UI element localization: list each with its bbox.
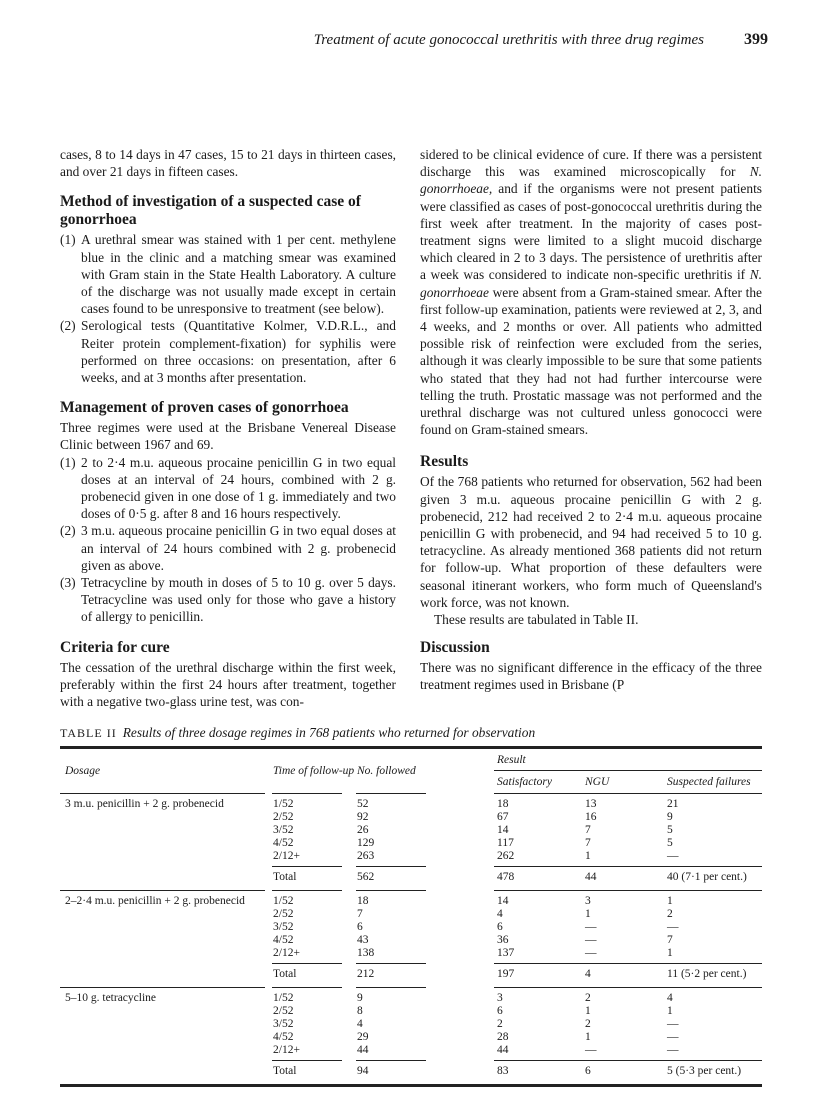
text-run: and if the organisms were not present patients were classified as cases of post-gonococcal urethritis during the first week after treatment. In the majority of cases post-treatment signs were limited to a slight mucoid discharge which cleared in 2 to 3 days. The persistence of urethritis after a week was considered to indicate non-specific urethritis if [420, 181, 762, 283]
no-followed-cell: 18 [357, 895, 369, 908]
group-rule [272, 987, 342, 988]
time-cell: 1/52 [273, 895, 294, 908]
item-number: (2) [60, 523, 76, 539]
time-cell: 3/52 [273, 921, 294, 934]
time-cell: 1/52 [273, 798, 294, 811]
results-paragraph: Of the 768 patients who returned for observation, 562 had been given 3 m.u. aqueous procaine penicillin G with 2 g. probenecid, 212 had received 2 to 2·4 m.u. aqueous procaine penicillin G with probenecid, and 94 had received 5 to 10 g. tetracycline. As already mentioned 368 patients did not return for follow-up. What proportion of these defaulters were seasonal itinerant workers, who form much of Queensland's work force, was not known. [420, 474, 762, 610]
satisfactory-cell: 67 [497, 811, 509, 824]
no-followed-cell: 44 [357, 1044, 369, 1057]
total-label: Total [273, 871, 297, 884]
table-label: TABLE II [60, 726, 117, 741]
total-rule [272, 866, 342, 867]
ngu-cell: 7 [585, 824, 591, 837]
total-label: Total [273, 968, 297, 981]
time-cell: 2/12+ [273, 850, 300, 863]
dosage-label: 2–2·4 m.u. penicillin + 2 g. probenecid [65, 895, 245, 908]
time-cell: 4/52 [273, 1031, 294, 1044]
header-no-followed: No. followed [357, 765, 416, 778]
group-rule [60, 987, 265, 988]
failures-cell: 9 [667, 811, 673, 824]
no-followed-cell: 43 [357, 934, 369, 947]
left-column [60, 146, 396, 710]
time-cell: 4/52 [273, 934, 294, 947]
item-text: Serological tests (Quantitative Kolmer, V.D.R.L., and Reiter protein complement-fixation) for syphilis were performed on three occasions: on presentation, after 6 weeks, and at 3 months after presentation. [81, 318, 396, 386]
satisfactory-cell: 137 [497, 947, 515, 960]
no-followed-cell: 7 [357, 908, 363, 921]
group-rule [60, 793, 265, 794]
total-satisfactory: 197 [497, 968, 515, 981]
total-rule [494, 1060, 762, 1061]
item-text: Tetracycline by mouth in doses of 5 to 10 g. over 5 days. Tetracycline was used only for those who gave a history of allergy to penicillin. [81, 575, 396, 625]
group-rule [494, 793, 762, 794]
running-title: Treatment of acute gonococcal urethritis with three drug regimes [313, 32, 704, 48]
discussion-paragraph: There was no significant difference in the efficacy of the three treatment regimes used in Brisbane (P [420, 660, 762, 693]
no-followed-cell: 4 [357, 1018, 363, 1031]
criteria-continued-paragraph [420, 146, 762, 438]
total-ngu: 6 [585, 1065, 591, 1078]
ngu-cell: — [585, 921, 597, 934]
total-no-followed: 562 [357, 871, 375, 884]
section-heading-discussion: Discussion [420, 639, 490, 657]
time-cell: 2/52 [273, 1005, 294, 1018]
no-followed-cell: 129 [357, 837, 375, 850]
ngu-cell: 7 [585, 837, 591, 850]
failures-cell: 7 [667, 934, 673, 947]
ngu-cell: 1 [585, 1031, 591, 1044]
dosage-label: 5–10 g. tetracycline [65, 992, 157, 1005]
satisfactory-cell: 44 [497, 1044, 509, 1057]
total-rule [494, 963, 762, 964]
item-number: (1) [60, 232, 76, 248]
ngu-cell: 2 [585, 992, 591, 1005]
failures-cell: 2 [667, 908, 673, 921]
item-text: 2 to 2·4 m.u. aqueous procaine penicillin G in two equal doses at an interval of 24 hours, combined with 2 g. probenecid given in one dose of 1 g. immediately and two doses of 0·5 g. after 8 and 16 hours respectively. [81, 454, 396, 522]
group-rule [272, 793, 342, 794]
organism-name: N. gonorrhoeae [420, 267, 762, 300]
satisfactory-cell: 3 [497, 992, 503, 1005]
header-time: Time of follow-up [273, 765, 355, 778]
satisfactory-cell: 117 [497, 837, 514, 850]
time-cell: 2/12+ [273, 1044, 300, 1057]
no-followed-cell: 263 [357, 850, 375, 863]
item-number: (2) [60, 318, 76, 334]
table-caption [60, 724, 816, 742]
method-item-1 [60, 231, 396, 317]
table-top-rule [60, 746, 762, 749]
ngu-cell: 3 [585, 895, 591, 908]
text-run: sidered to be clinical evidence of cure. If there was a persistent discharge this was examined microscopically for [420, 147, 762, 180]
item-number: (3) [60, 575, 76, 591]
group-rule [494, 890, 762, 891]
total-rule [356, 866, 426, 867]
item-text: 3 m.u. aqueous procaine penicillin G in two equal doses at an interval of 24 hours combined with 2 g. probenecid given as above. [81, 523, 396, 573]
right-column [420, 146, 762, 694]
failures-cell: 1 [667, 947, 673, 960]
total-satisfactory: 83 [497, 1065, 509, 1078]
satisfactory-cell: 18 [497, 798, 509, 811]
section-heading-method: Method of investigation of a suspected case of gonorrhoea [60, 193, 361, 229]
time-cell: 3/52 [273, 824, 294, 837]
total-no-followed: 94 [357, 1065, 369, 1078]
results-table [0, 742, 816, 1090]
management-intro: Three regimes were used at the Brisbane Venereal Disease Clinic between 1967 and 69. [60, 420, 396, 453]
no-followed-cell: 138 [357, 947, 375, 960]
no-followed-cell: 29 [357, 1031, 369, 1044]
group-rule [60, 890, 265, 891]
item-number: (1) [60, 454, 76, 470]
two-column-body [60, 146, 762, 710]
total-satisfactory: 478 [497, 871, 515, 884]
time-cell: 2/52 [273, 908, 294, 921]
group-rule [356, 890, 426, 891]
total-failures: 11 (5·2 per cent.) [667, 968, 747, 981]
section-heading-criteria: Criteria for cure [60, 638, 170, 656]
failures-cell: 4 [667, 992, 673, 1005]
no-followed-cell: 6 [357, 921, 363, 934]
ngu-cell: 16 [585, 811, 597, 824]
regime-item-2 [60, 522, 396, 574]
group-rule [494, 987, 762, 988]
intro-paragraph: cases, 8 to 14 days in 47 cases, 15 to 21 days in thirteen cases, and over 21 days in fifteen cases. [60, 147, 396, 180]
failures-cell: — [667, 921, 679, 934]
total-ngu: 4 [585, 968, 591, 981]
total-no-followed: 212 [357, 968, 375, 981]
header-suspected-failures: Suspected failures [667, 776, 751, 789]
satisfactory-cell: 2 [497, 1018, 503, 1031]
no-followed-cell: 9 [357, 992, 363, 1005]
method-item-2 [60, 317, 396, 386]
failures-cell: — [667, 850, 679, 863]
no-followed-cell: 8 [357, 1005, 363, 1018]
satisfactory-cell: 28 [497, 1031, 509, 1044]
total-rule [494, 866, 762, 867]
header-ngu: NGU [585, 776, 610, 789]
satisfactory-cell: 6 [497, 1005, 503, 1018]
regime-item-1 [60, 454, 396, 523]
no-followed-cell: 52 [357, 798, 369, 811]
total-rule [272, 963, 342, 964]
total-label: Total [273, 1065, 297, 1078]
failures-cell: 1 [667, 895, 673, 908]
criteria-paragraph: The cessation of the urethral discharge within the first week, preferably within the first 24 hours after treatment, together with a negative two-glass urine test, was con- [60, 659, 396, 710]
organism-name: N. gonorrhoeae, [420, 164, 762, 197]
failures-cell: — [667, 1031, 679, 1044]
results-table-reference: These results are tabulated in Table II. [434, 612, 639, 628]
section-heading-management: Management of proven cases of gonorrhoea [60, 399, 349, 417]
group-rule [272, 890, 342, 891]
satisfactory-cell: 14 [497, 895, 509, 908]
section-heading-results: Results [420, 453, 469, 471]
regime-item-3 [60, 574, 396, 626]
satisfactory-cell: 14 [497, 824, 509, 837]
ngu-cell: 1 [585, 850, 591, 863]
time-cell: 4/52 [273, 837, 294, 850]
failures-cell: 21 [667, 798, 679, 811]
satisfactory-cell: 4 [497, 908, 503, 921]
ngu-cell: — [585, 934, 597, 947]
text-run: were absent from a Gram-stained smear. After the first follow-up examination, patients were reviewed at 2, 3, and 4 weeks, and 2 months or over. All patients who admitted possible risk of reinfection were excluded from the series, although it was clearly impossible to be sure that some patients who stated that they had not had further intercourse were telling the truth. Prostatic massage was not performed and the urethral discharge was not cultured unless gonococci were found on Gram-stained smears. [420, 284, 762, 438]
time-cell: 1/52 [273, 992, 294, 1005]
result-header-rule [494, 770, 762, 771]
failures-cell: 1 [667, 1005, 673, 1018]
dosage-label: 3 m.u. penicillin + 2 g. probenecid [65, 798, 224, 811]
total-failures: 40 (7·1 per cent.) [667, 871, 747, 884]
satisfactory-cell: 6 [497, 921, 503, 934]
time-cell: 2/52 [273, 811, 294, 824]
total-rule [356, 963, 426, 964]
failures-cell: — [667, 1018, 679, 1031]
group-rule [356, 987, 426, 988]
header-dosage: Dosage [65, 765, 101, 778]
ngu-cell: 1 [585, 1005, 591, 1018]
failures-cell: 5 [667, 824, 673, 837]
total-failures: 5 (5·3 per cent.) [667, 1065, 742, 1078]
ngu-cell: 1 [585, 908, 591, 921]
ngu-cell: 2 [585, 1018, 591, 1031]
ngu-cell: — [585, 947, 597, 960]
item-text: A urethral smear was stained with 1 per cent. methylene blue in the clinic and a matching smear was examined with Gram stain in the State Health Laboratory. A culture of the discharge was not usually made except in certain cases found to be unresponsive to treatment (see below). [81, 232, 396, 317]
total-rule [356, 1060, 426, 1061]
table-bottom-rule [60, 1084, 762, 1087]
no-followed-cell: 26 [357, 824, 369, 837]
page-number: 399 [744, 31, 768, 48]
group-rule [356, 793, 426, 794]
ngu-cell: — [585, 1044, 597, 1057]
total-ngu: 44 [585, 871, 597, 884]
satisfactory-cell: 36 [497, 934, 509, 947]
ngu-cell: 13 [585, 798, 597, 811]
time-cell: 3/52 [273, 1018, 294, 1031]
failures-cell: 5 [667, 837, 673, 850]
failures-cell: — [667, 1044, 679, 1057]
header-result: Result [497, 754, 526, 767]
no-followed-cell: 92 [357, 811, 369, 824]
satisfactory-cell: 262 [497, 850, 515, 863]
time-cell: 2/12+ [273, 947, 300, 960]
table-title: Results of three dosage regimes in 768 patients who returned for observation [122, 725, 536, 741]
total-rule [272, 1060, 342, 1061]
header-satisfactory: Satisfactory [497, 776, 552, 789]
